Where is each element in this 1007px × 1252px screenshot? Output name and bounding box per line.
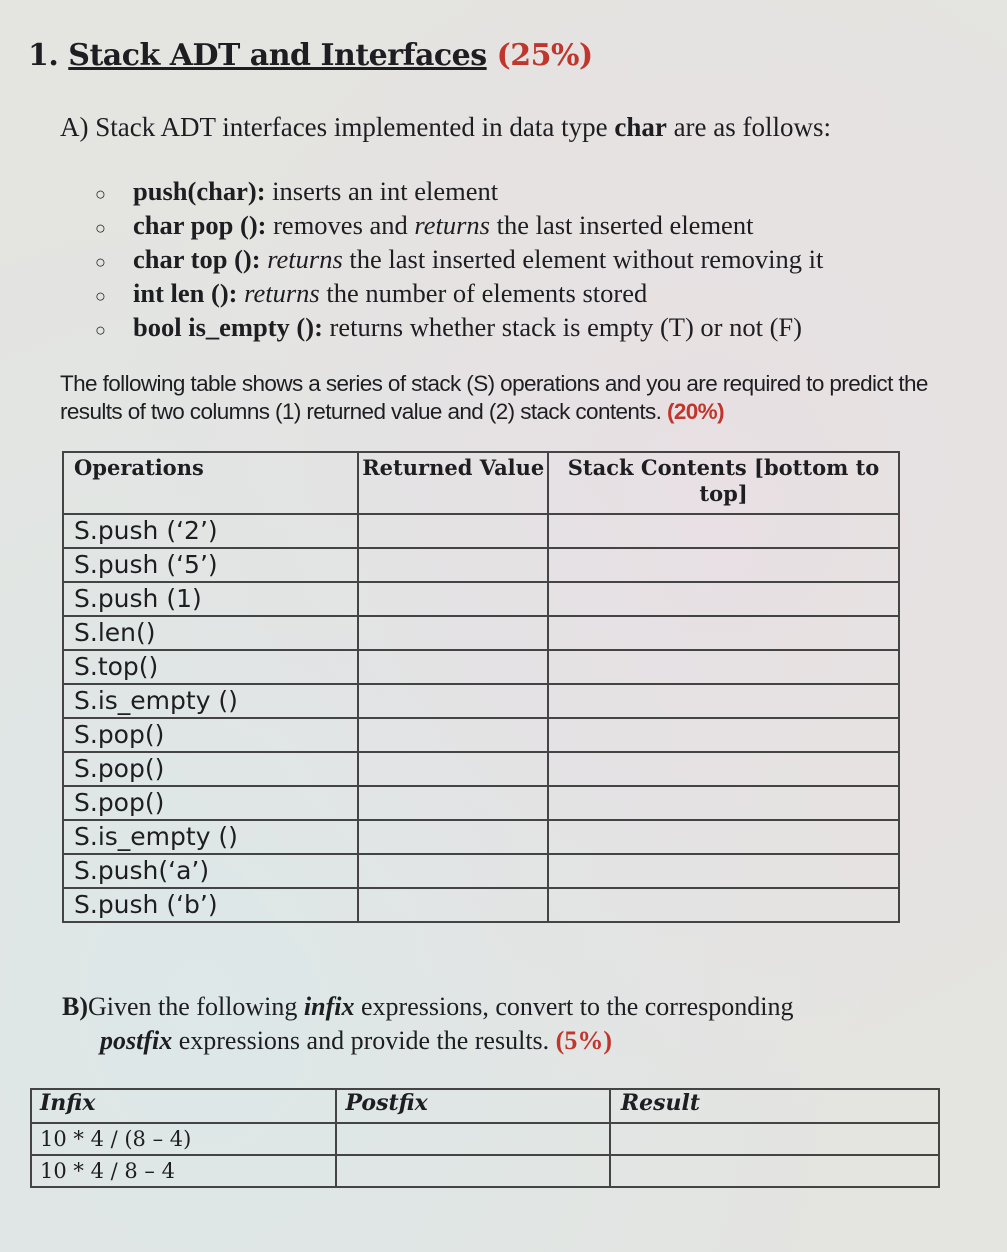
stack-contents-cell[interactable] (548, 582, 899, 616)
table-row (31, 1123, 939, 1155)
result-cell[interactable] (610, 1123, 939, 1155)
returned-value-cell[interactable] (358, 616, 548, 650)
postfix-cell[interactable] (336, 1155, 609, 1187)
table-row (63, 616, 899, 650)
method-item (95, 174, 823, 208)
table-row (63, 650, 899, 684)
infix-cell: 10 * 4 / (8 – 4) (31, 1123, 336, 1155)
part-b-weight: (5%) (555, 1026, 612, 1055)
intro-suffix: are as follows: (673, 112, 832, 142)
method-desc-italic: returns (414, 210, 490, 240)
table-row (63, 514, 899, 548)
returned-value-cell[interactable] (358, 718, 548, 752)
operation-cell: S.push (‘b’) (63, 888, 358, 922)
infix-postfix-table (30, 1088, 940, 1188)
operation-cell: S.len() (63, 616, 358, 650)
stack-contents-cell[interactable] (548, 718, 899, 752)
header-result: Result (610, 1089, 939, 1123)
part-b-intro (62, 990, 794, 1058)
table-row (63, 820, 899, 854)
part-b-line-1 (62, 990, 794, 1024)
part-b-line-2 (62, 1024, 794, 1058)
method-desc-end: the last inserted element without removing it (342, 244, 824, 274)
table-row (63, 718, 899, 752)
table-row (63, 786, 899, 820)
header-postfix: Postfix (336, 1089, 609, 1123)
operation-cell: S.pop() (63, 752, 358, 786)
method-desc: removes and (266, 210, 415, 240)
stack-contents-cell[interactable] (548, 888, 899, 922)
returned-value-cell[interactable] (358, 820, 548, 854)
part-b-infix-word: infix (303, 992, 355, 1021)
operation-cell: S.is_empty () (63, 820, 358, 854)
returned-value-cell[interactable] (358, 684, 548, 718)
method-item (95, 208, 823, 242)
returned-value-cell[interactable] (358, 514, 548, 548)
part-b-text-1: Given the following (88, 992, 304, 1021)
header-returned-value: Returned Value (358, 452, 548, 514)
hollow-circle-icon: ○ (95, 183, 106, 204)
stack-contents-cell[interactable] (548, 786, 899, 820)
operation-cell: S.is_empty () (63, 684, 358, 718)
method-desc-end: the last inserted element (490, 210, 754, 240)
section-number: 1. (28, 38, 59, 73)
table-row (63, 684, 899, 718)
returned-value-cell[interactable] (358, 548, 548, 582)
result-cell[interactable] (610, 1155, 939, 1187)
hollow-circle-icon: ○ (95, 285, 106, 306)
operation-cell: S.pop() (63, 718, 358, 752)
method-desc-italic: returns (244, 278, 320, 308)
intro-datatype: char (614, 112, 667, 142)
operation-cell: S.push (‘2’) (63, 514, 358, 548)
part-a-intro (60, 112, 831, 143)
stack-contents-cell[interactable] (548, 752, 899, 786)
method-signature: char top (): (133, 244, 261, 274)
hollow-circle-icon: ○ (95, 319, 106, 340)
returned-value-cell[interactable] (358, 650, 548, 684)
method-desc-italic: returns (267, 244, 343, 274)
table-row (63, 752, 899, 786)
infix-cell: 10 * 4 / 8 – 4 (31, 1155, 336, 1187)
section-heading: Stack ADT and Interfaces (68, 38, 487, 73)
section-weight: (25%) (496, 38, 593, 73)
stack-contents-cell[interactable] (548, 820, 899, 854)
method-signature: bool is_empty (): (133, 312, 323, 342)
table-row (63, 888, 899, 922)
hollow-circle-icon: ○ (95, 217, 106, 238)
returned-value-cell[interactable] (358, 752, 548, 786)
method-signature: char pop (): (133, 210, 267, 240)
operation-cell: S.top() (63, 650, 358, 684)
stack-contents-cell[interactable] (548, 616, 899, 650)
table-row (63, 854, 899, 888)
method-item (95, 276, 823, 310)
method-desc: returns whether stack is empty (T) or not (F) (322, 312, 802, 342)
instructions-weight: (20%) (666, 399, 724, 424)
method-signature: push(char): (133, 176, 266, 206)
method-item (95, 310, 823, 344)
postfix-cell[interactable] (336, 1123, 609, 1155)
header-stack-contents: Stack Contents [bottom to top] (548, 452, 899, 514)
operations-table-header (63, 452, 899, 514)
table-row (63, 582, 899, 616)
infix-table-header (31, 1089, 939, 1123)
method-list (95, 174, 823, 344)
operation-cell: S.push (‘5’) (63, 548, 358, 582)
part-b-text-3: expressions and provide the results. (172, 1026, 550, 1055)
stack-contents-cell[interactable] (548, 548, 899, 582)
table-row (31, 1155, 939, 1187)
part-b-label: B) (62, 992, 88, 1021)
part-b-text-2: expressions, convert to the corresponding (354, 992, 794, 1021)
method-desc: inserts an int element (265, 176, 499, 206)
instructions-text: The following table shows a series of stack (S) operations and you are required to predict the results of two columns (1) returned value and (2) stack contents. (60, 371, 928, 424)
returned-value-cell[interactable] (358, 582, 548, 616)
returned-value-cell[interactable] (358, 786, 548, 820)
operation-cell: S.push(‘a’) (63, 854, 358, 888)
operation-cell: S.push (1) (63, 582, 358, 616)
method-signature: int len (): (133, 278, 238, 308)
stack-contents-cell[interactable] (548, 514, 899, 548)
section-title (28, 38, 593, 73)
stack-contents-cell[interactable] (548, 650, 899, 684)
operation-cell: S.pop() (63, 786, 358, 820)
method-desc-end: the number of elements stored (319, 278, 648, 308)
hollow-circle-icon: ○ (95, 251, 106, 272)
returned-value-cell[interactable] (358, 854, 548, 888)
intro-prefix: A) Stack ADT interfaces implemented in data type (60, 112, 608, 142)
method-item (95, 242, 823, 276)
part-b-postfix-word: postfix (100, 1026, 173, 1055)
header-infix: Infix (31, 1089, 336, 1123)
stack-contents-cell[interactable] (548, 854, 899, 888)
operations-table (62, 451, 900, 923)
part-a-instructions (60, 370, 940, 426)
returned-value-cell[interactable] (358, 888, 548, 922)
table-row (63, 548, 899, 582)
stack-contents-cell[interactable] (548, 684, 899, 718)
header-operations: Operations (63, 452, 358, 514)
